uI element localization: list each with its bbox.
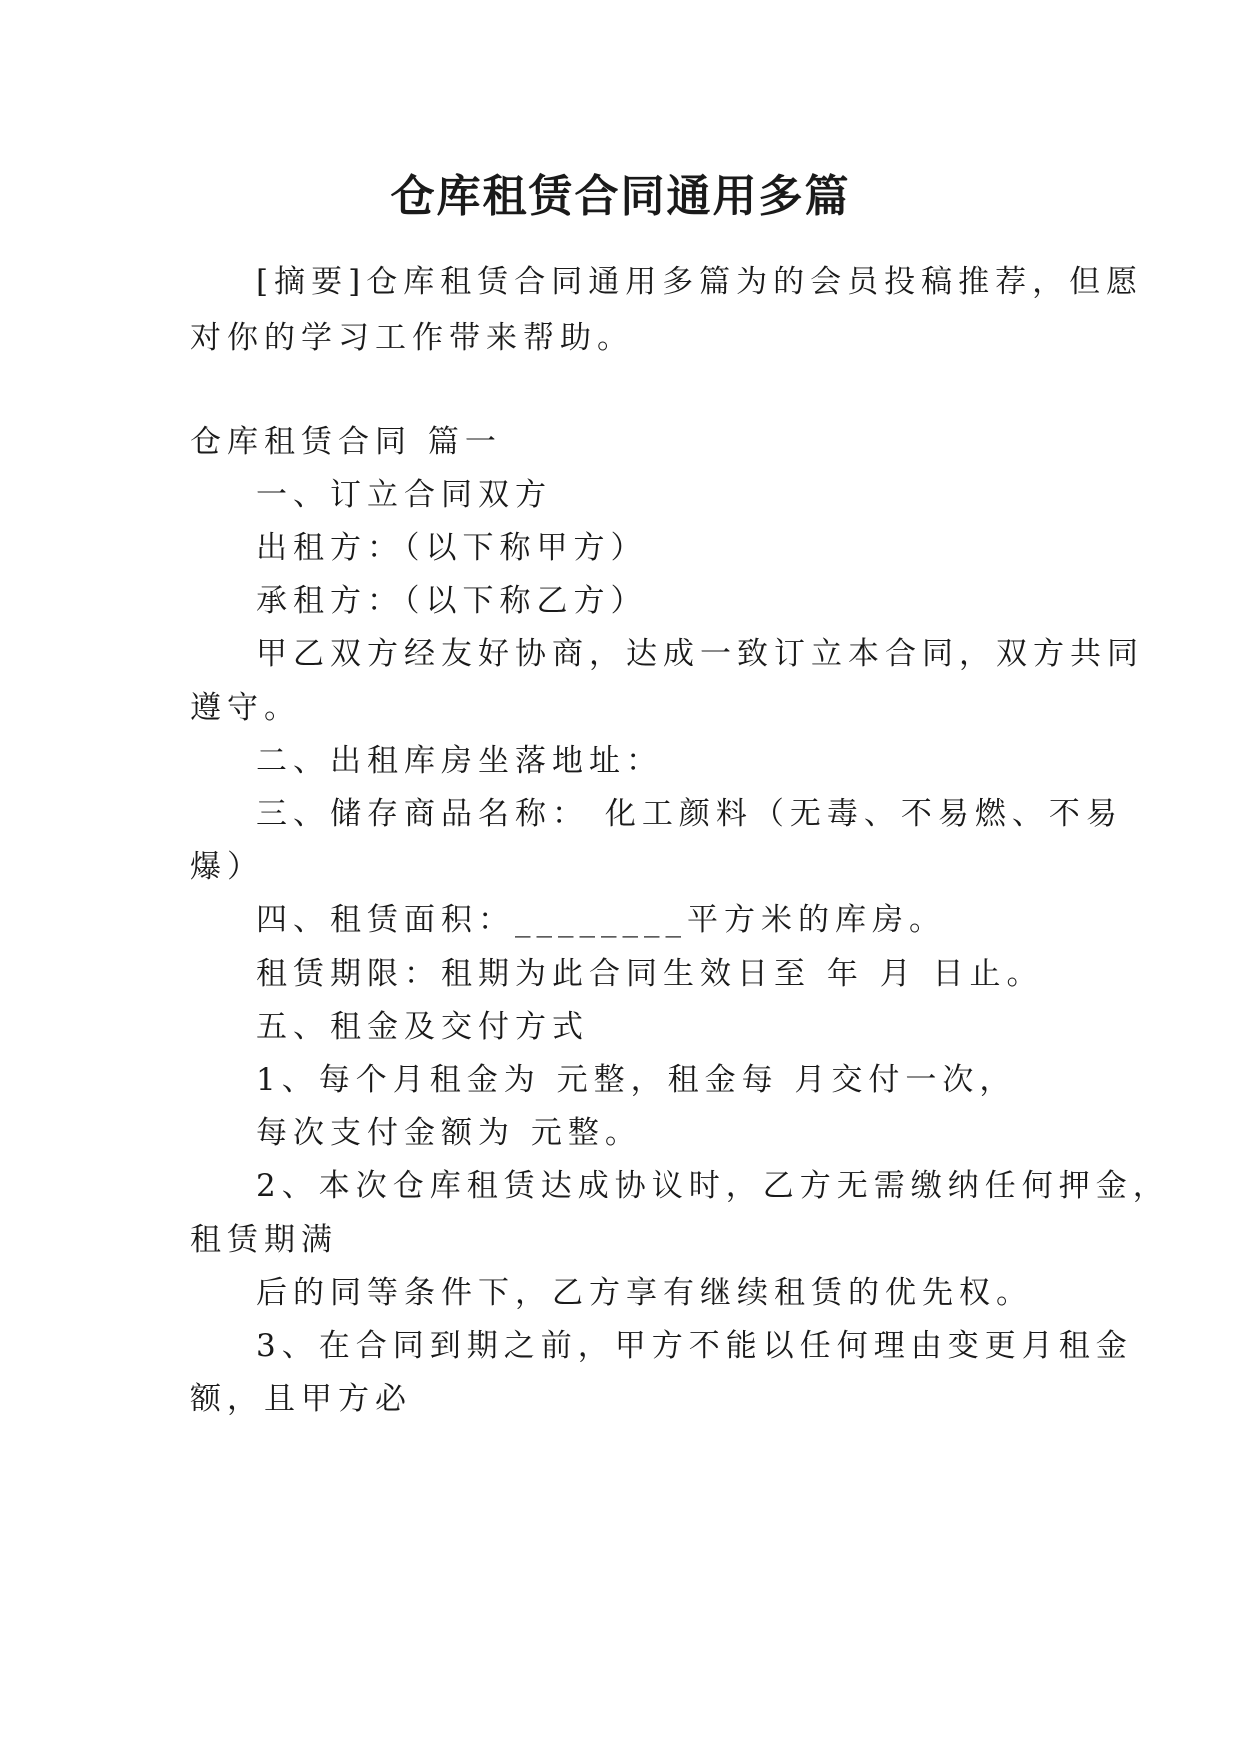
contract-line: 三、储存商品名称： 化工颜料（无毒、不易燃、不易 [256, 796, 1123, 832]
contract-line: 承租方：（以下称乙方） [256, 583, 648, 619]
contract-line: 租赁期限：租期为此合同生效日至 年 月 日止。 [256, 956, 1044, 992]
contract-line: 租赁期满 [190, 1222, 338, 1258]
contract-line: 五、租金及交付方式 [256, 1009, 589, 1045]
document-title: 仓库租赁合同通用多篇 [390, 171, 851, 222]
contract-line: 四、租赁面积：________平方米的库房。 [256, 902, 946, 938]
section-heading: 仓库租赁合同 篇一 [190, 424, 502, 460]
summary-line-1: [摘要]仓库租赁合同通用多篇为的会员投稿推荐，但愿 [256, 264, 1144, 300]
contract-line: 1、每个月租金为 元整，租金每 月交付一次， [256, 1062, 1017, 1098]
contract-line: 后的同等条件下，乙方享有继续租赁的优先权。 [256, 1275, 1033, 1311]
contract-line: 每次支付金额为 元整。 [256, 1115, 642, 1151]
contract-line: 一、订立合同双方 [256, 477, 552, 513]
contract-line: 额，且甲方必 [190, 1381, 412, 1417]
contract-line: 出租方：（以下称甲方） [256, 530, 648, 566]
contract-line: 2、本次仓库租赁达成协议时，乙方无需缴纳任何押金， [256, 1168, 1170, 1204]
contract-line: 二、出租库房坐落地址： [256, 743, 663, 779]
contract-line: 3、在合同到期之前，甲方不能以任何理由变更月租金 [256, 1328, 1133, 1364]
contract-line: 遵守。 [190, 690, 301, 726]
summary-line-2: 对你的学习工作带来帮助。 [190, 320, 634, 356]
contract-line: 爆） [190, 849, 264, 885]
contract-line: 甲乙双方经友好协商，达成一致订立本合同，双方共同 [256, 636, 1144, 672]
